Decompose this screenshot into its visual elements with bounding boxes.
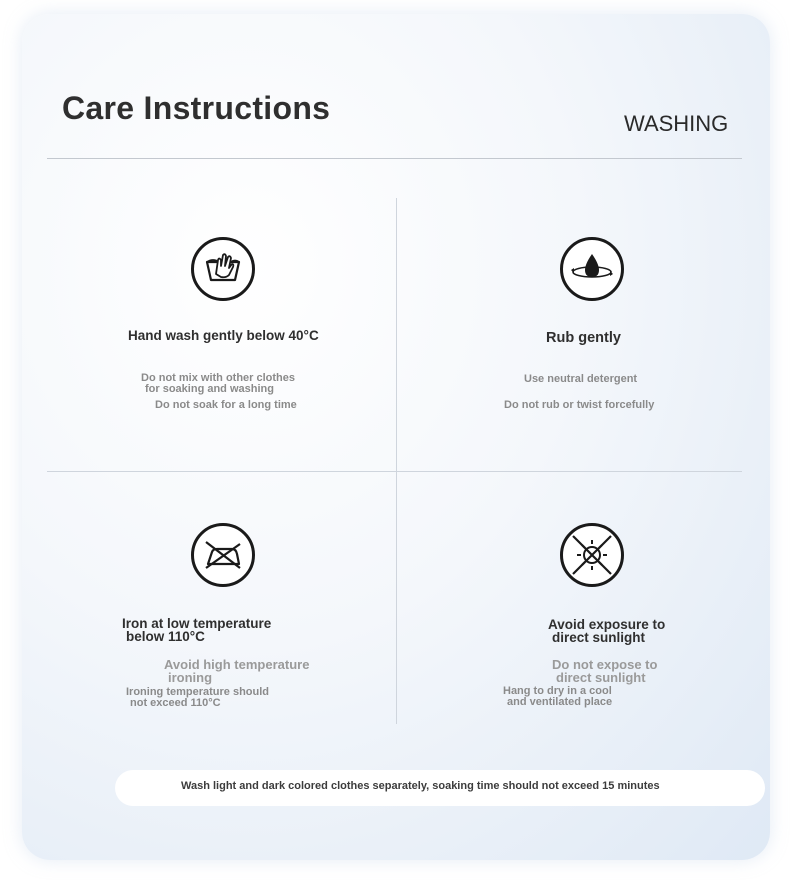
header-divider [47,158,742,159]
item-3-note-2: not exceed 110°C [130,697,221,709]
item-4-note-1: Hang to dry in a cool [503,685,612,697]
item-2-note-2: Do not rub or twist forcefully [504,399,655,411]
item-1-heading: Hand wash gently below 40°C [128,328,319,343]
item-1-note-1: Do not mix with other clothes [141,372,296,384]
page-title: Care Instructions [62,90,331,126]
item-3-heading-line-1: Iron at low temperature [122,616,272,631]
section-subtitle: WASHING [624,111,729,136]
no-sun-icon [560,523,624,587]
grid-vertical-divider [396,198,397,724]
item-1-note-3: Do not soak for a long time [155,399,297,411]
item-3-heading-line-2: below 110°C [126,629,205,644]
item-3-note-big-2: ironing [168,670,213,685]
grid-horizontal-divider [47,471,742,472]
item-3-note-big-1: Avoid high temperature [164,657,310,672]
item-1-note-2: for soaking and washing [145,383,274,395]
no-iron-icon [191,523,255,587]
item-3-note-1: Ironing temperature should [126,686,270,698]
hand-wash-icon [191,237,255,301]
item-4-heading-line-1: Avoid exposure to [548,617,666,632]
footer-text: Wash light and dark colored clothes separately, soaking time should not exceed 15 minutes [181,780,660,792]
item-2-heading: Rub gently [546,330,621,346]
item-4-note-big-2: direct sunlight [556,670,646,685]
item-4-heading-line-2: direct sunlight [552,630,646,645]
item-4-note-2: and ventilated place [507,696,613,708]
item-2-note-1: Use neutral detergent [524,373,638,385]
water-drop-rub-icon [560,237,624,301]
item-4-note-big-1: Do not expose to [552,657,658,672]
